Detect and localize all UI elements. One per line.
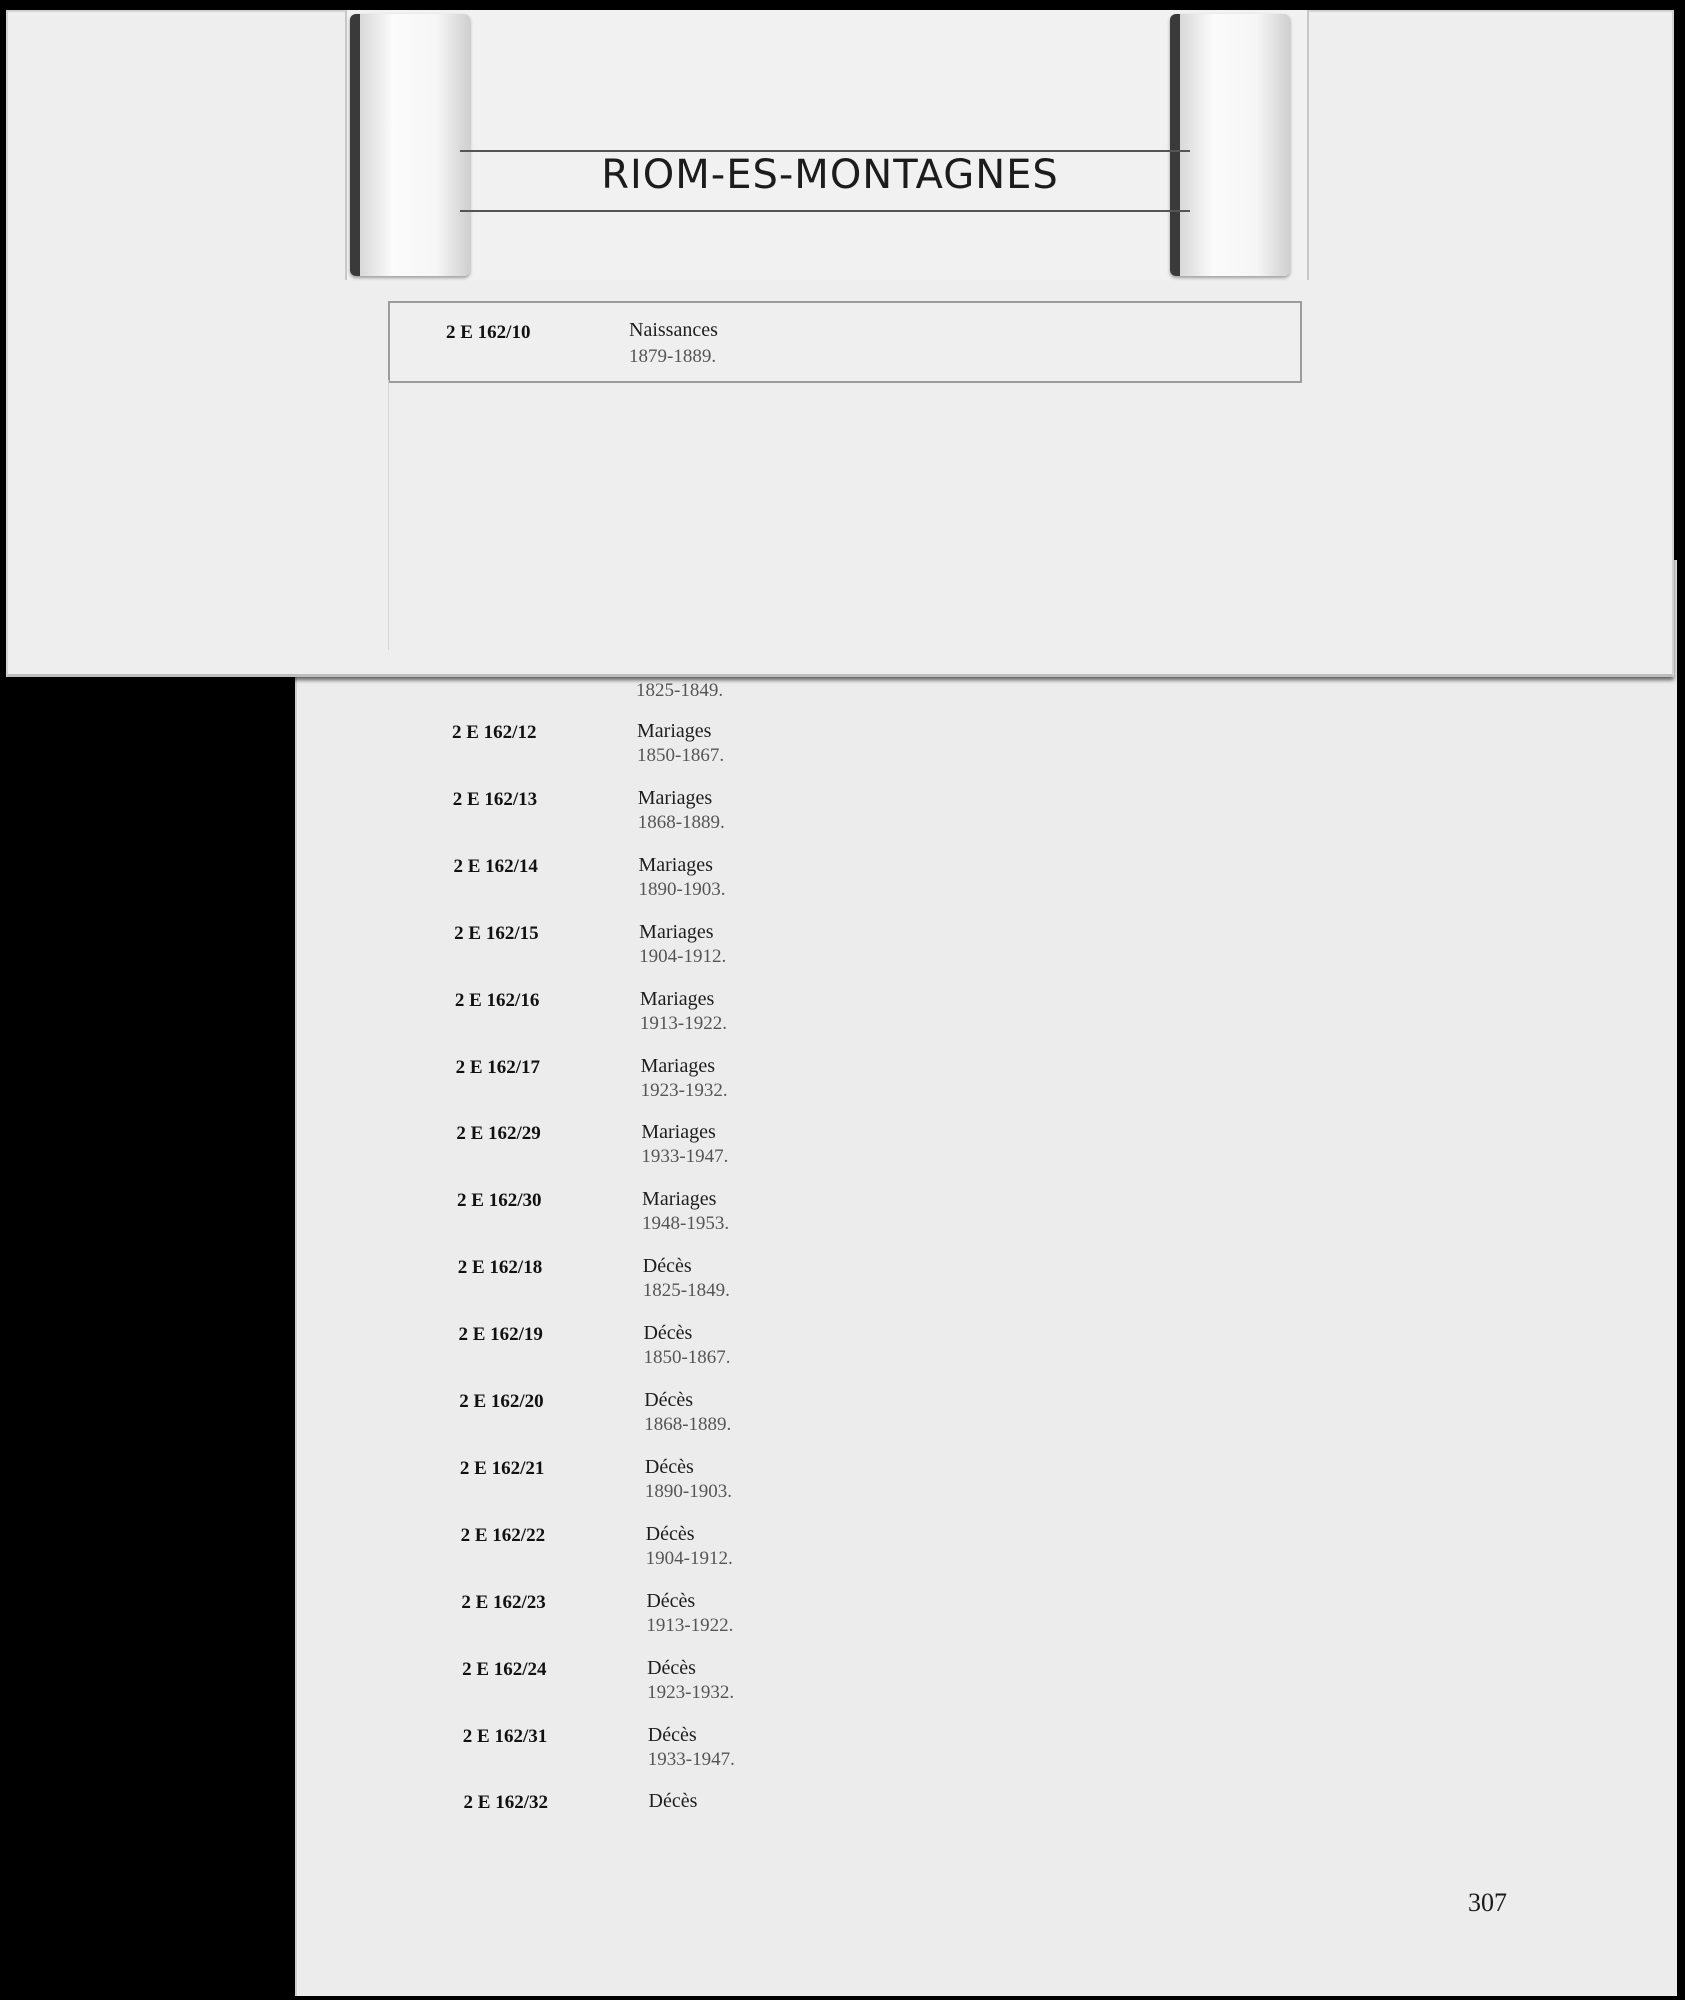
entry-code: 2 E 162/14 bbox=[453, 855, 538, 877]
entry-kind: Décès bbox=[644, 1455, 694, 1478]
adhesive-tape-left bbox=[350, 14, 470, 276]
entry-kind: Mariages bbox=[640, 1054, 716, 1077]
boxed-entry-kind: Naissances bbox=[629, 319, 718, 341]
entry-code: 2 E 162/30 bbox=[457, 1190, 542, 1212]
entry-years: 1825-1849. bbox=[642, 1280, 730, 1302]
entry-code: 2 E 162/18 bbox=[457, 1257, 543, 1279]
entry-code: 2 E 162/13 bbox=[452, 788, 538, 810]
entry-years: 1948-1953. bbox=[642, 1213, 730, 1235]
entry-kind: Mariages bbox=[639, 987, 715, 1010]
entry-code: 2 E 162/17 bbox=[455, 1056, 541, 1078]
entry-code: 2 E 162/21 bbox=[459, 1457, 545, 1479]
entry-years: 1850-1867. bbox=[643, 1347, 731, 1369]
entry-years: 1890-1903. bbox=[638, 878, 726, 900]
entry-code: 2 E 162/20 bbox=[459, 1391, 544, 1412]
entry-kind: Décès bbox=[642, 1255, 692, 1278]
entry-years: 1890-1903. bbox=[644, 1480, 732, 1502]
partial-entry-years: 1825-1849. bbox=[636, 680, 724, 701]
entry-code: 2 E 162/29 bbox=[456, 1123, 541, 1145]
entry-code: 2 E 162/23 bbox=[461, 1591, 546, 1613]
entry-kind: Décès bbox=[643, 1322, 693, 1345]
entry-code: 2 E 162/12 bbox=[452, 722, 537, 743]
entry-kind: Décès bbox=[647, 1723, 697, 1746]
entry-years: 1923-1932. bbox=[647, 1681, 735, 1703]
entry-kind: Mariages bbox=[637, 720, 712, 742]
entry-kind: Décès bbox=[648, 1790, 698, 1813]
entry-years: 1904-1912. bbox=[639, 945, 727, 967]
title-rule-bottom bbox=[460, 210, 1190, 212]
entry-kind: Décès bbox=[645, 1522, 695, 1545]
entry-kind: Mariages bbox=[638, 853, 713, 876]
entry-kind: Mariages bbox=[641, 1121, 716, 1144]
entry-years: 1868-1889. bbox=[637, 811, 725, 833]
entry-code: 2 E 162/22 bbox=[460, 1524, 546, 1546]
entry-kind: Décès bbox=[646, 1589, 696, 1612]
entry-code: 2 E 162/32 bbox=[463, 1792, 548, 1814]
entry-kind: Décès bbox=[644, 1389, 694, 1411]
entry-code: 2 E 162/19 bbox=[458, 1324, 543, 1346]
adhesive-tape-right bbox=[1170, 14, 1290, 276]
entry-code: 2 E 162/15 bbox=[454, 922, 539, 944]
page-title: RIOM-ES-MONTAGNES bbox=[601, 152, 1059, 198]
title-band bbox=[345, 10, 1309, 280]
entry-years: 1913-1922. bbox=[639, 1012, 727, 1034]
entry-kind: Mariages bbox=[642, 1188, 717, 1211]
entry-years: 1923-1932. bbox=[640, 1079, 728, 1101]
entry-kind: Décès bbox=[647, 1656, 696, 1679]
entry-years: 1913-1922. bbox=[646, 1614, 734, 1636]
fold-line bbox=[388, 380, 389, 650]
entry-kind: Mariages bbox=[637, 786, 713, 809]
entry-years: 1868-1889. bbox=[644, 1414, 732, 1435]
boxed-entry-years: 1879-1889. bbox=[629, 346, 717, 367]
entry-code: 2 E 162/31 bbox=[462, 1725, 548, 1747]
page-number: 307 bbox=[1468, 1888, 1507, 1917]
entry-years: 1933-1947. bbox=[647, 1748, 735, 1770]
entry-kind: Mariages bbox=[639, 920, 714, 943]
entry-years: 1850-1867. bbox=[637, 745, 725, 766]
entry-code: 2 E 162/16 bbox=[454, 989, 540, 1011]
entry-years: 1904-1912. bbox=[645, 1547, 733, 1569]
entry-code: 2 E 162/24 bbox=[462, 1658, 547, 1680]
boxed-entry-code: 2 E 162/10 bbox=[446, 322, 531, 343]
entry-years: 1933-1947. bbox=[641, 1146, 729, 1168]
